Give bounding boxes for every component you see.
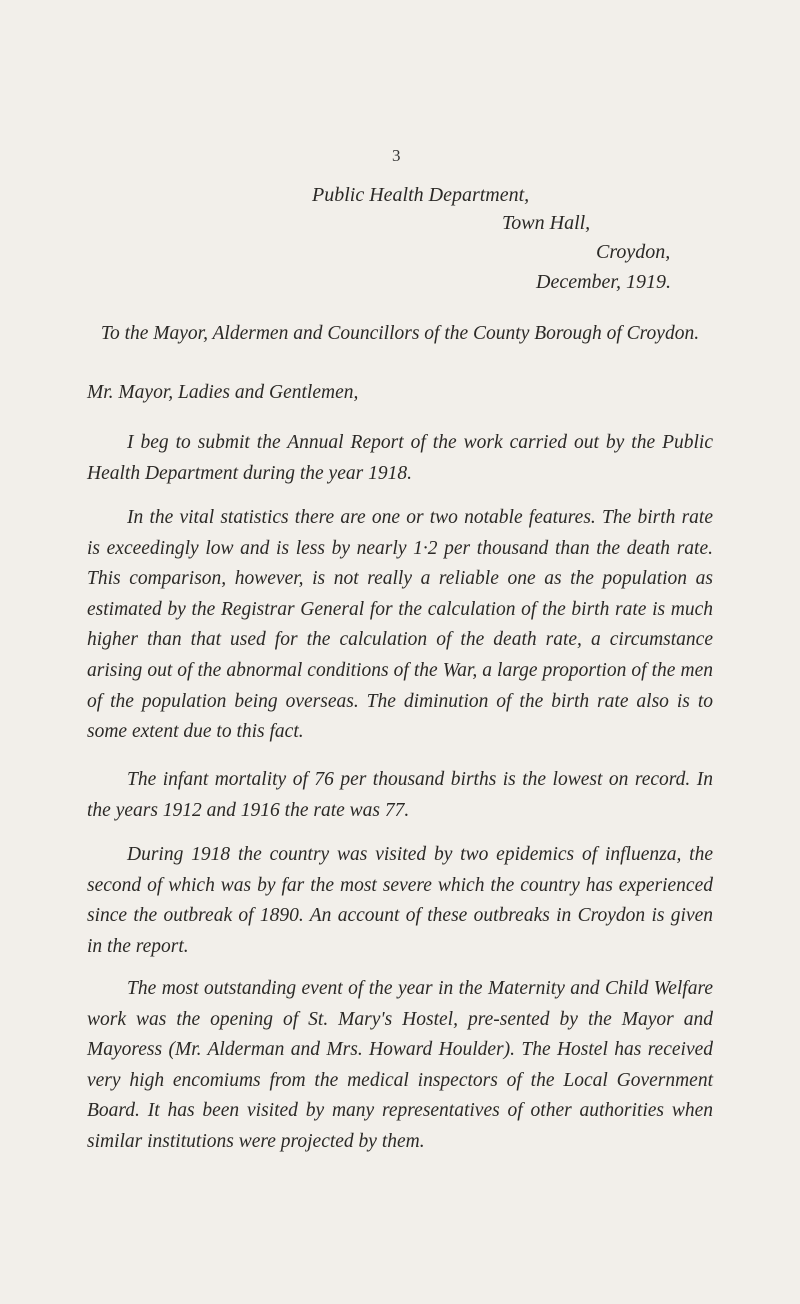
salutation: Mr. Mayor, Ladies and Gentlemen, bbox=[87, 382, 359, 403]
addressee: To the Mayor, Aldermen and Councillors of the County Borough of Croydon. bbox=[100, 323, 700, 344]
paragraph-vital-statistics: In the vital statistics there are one or two notable features. The birth rate is exceedingly low and is less by nearly 1·2 per thousand than the death rate. This comparison, however, is not really a reliable one as the population as estimated by the Registrar General for the calculation of the birth rate is much higher than that used for the calculation of the death rate, a circumstance arising out of the abnormal conditions of the War, a large proportion of the men of the population being overseas. The diminution of the birth rate also is to some extent due to this fact. bbox=[87, 507, 713, 743]
page-number: 3 bbox=[392, 146, 401, 165]
address-building: Town Hall, bbox=[502, 212, 591, 234]
address-department: Public Health Department, bbox=[312, 184, 530, 206]
paragraph-introduction: I beg to submit the Annual Report of the work carried out by the Public Health Department during the year 1918. bbox=[87, 432, 713, 484]
address-town: Croydon, bbox=[596, 241, 671, 263]
paragraph-infant-mortality: The infant mortality of 76 per thousand births is the lowest on record. In the years 1912 and 1916 the rate was 77. bbox=[87, 769, 713, 821]
paragraph-maternity-welfare: The most outstanding event of the year in the Maternity and Child Welfare work was the opening of St. Mary's Hostel, pre-sented by the Mayor and Mayoress (Mr. Alderman and Mrs. Howard Houlder). The Hostel has received very high encomiums from the medical inspectors of the Local Government Board. It has been visited by many representatives of other authorities when similar institutions were projected by them. bbox=[87, 978, 713, 1152]
address-date: December, 1919. bbox=[536, 271, 671, 293]
paragraph-influenza: During 1918 the country was visited by two epidemics of influenza, the second of which was by far the most severe which the country has experienced since the outbreak of 1890. An account of these outbreaks in Croydon is given in the report. bbox=[87, 844, 713, 957]
